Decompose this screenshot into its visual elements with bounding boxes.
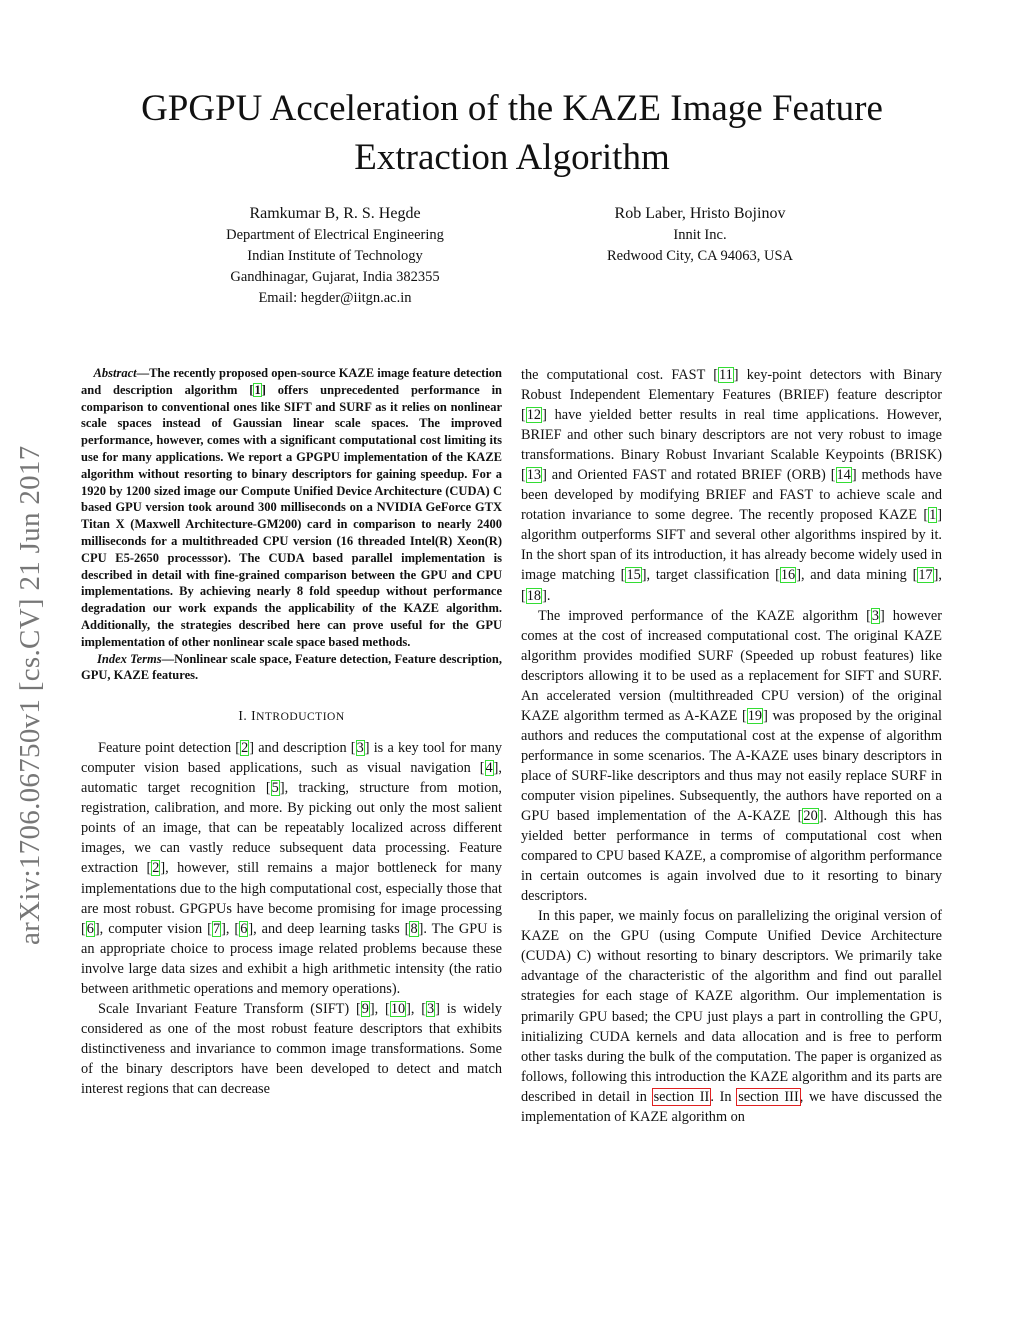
citation-link[interactable]: 16 bbox=[780, 567, 796, 584]
citation-link[interactable]: 2 bbox=[152, 860, 160, 877]
citation-link[interactable]: 19 bbox=[747, 707, 763, 724]
citation-link[interactable]: 3 bbox=[427, 1000, 435, 1017]
right-column bbox=[521, 365, 942, 1127]
paragraph: In this paper, we mainly focus on parallelizing the original version of KAZE on the GPU (using Compute Unified Device Architecture (CUDA) C) without resorting to binary descriptors. We primarily take advantage of the characteristic of the algorithm and find out parallel strategies for each stage of KAZE algorithm. Our implementation is primarily GPU based; the CPU just plays a part in controlling the GPU, initializing CUDA kernels and data allocation and is free to perform other tasks during the bulk of the computation. The paper is organized as follows, following this introduction the KAZE algorithm and its parts are described in detail in section II. In section III, we have discussed the implementation of KAZE algorithm on bbox=[521, 908, 943, 1125]
index-terms: Index Terms—Nonlinear scale space, Feature detection, Feature description, GPU, KAZE features. bbox=[81, 651, 503, 683]
author-names: Rob Laber, Hristo Bojinov bbox=[614, 205, 786, 222]
paper-title: GPGPU Acceleration of the KAZE Image Feature Extraction Algorithm bbox=[141, 88, 883, 178]
citation-link[interactable]: 6 bbox=[240, 920, 248, 937]
author-names: Ramkumar B, R. S. Hegde bbox=[249, 205, 421, 222]
citation-link[interactable]: 3 bbox=[871, 607, 880, 624]
arxiv-identifier: arXiv:1706.06750v1 [cs.CV] 21 Jun 2017 bbox=[14, 445, 46, 945]
section-link[interactable]: section II bbox=[653, 1088, 710, 1105]
paragraph: Scale Invariant Feature Transform (SIFT) [9], [10], [3] is widely considered as one of the most robust feature descriptors that exhibits distinctiveness and invariance to common image transformations. Some of the binary descriptors have been developed to detect and match interest regions that can decrease bbox=[81, 1000, 502, 1097]
author-department: Department of Electrical Engineering bbox=[226, 227, 444, 243]
citation-link[interactable]: 18 bbox=[526, 587, 542, 604]
section-link[interactable]: section III bbox=[738, 1088, 799, 1105]
paragraph: Feature point detection [2] and description [3] is a key tool for many computer vision based applications, such as visual navigation [4], automatic target recognition [5], tracking, structure from motion, registration, calibration, and more. By picking out only the most salient points of an image, that can be repeatably localized across different images, we can vastly reduce subsequent data processing. Feature extraction [2], however, still remains a major bottleneck for many implementations due to the high computational cost, especially those that are most robust. GPGPUs have become promising for image processing [6], computer vision [7], [6], and deep learning tasks [8]. The GPU is an appropriate choice to process image related problems because these involve large data sizes and exhibit a high arithmetic intensity (the ratio between arithmetic operations and memory operations). bbox=[81, 740, 503, 997]
citation-link[interactable]: 14 bbox=[836, 467, 851, 484]
citation-link[interactable]: 8 bbox=[410, 920, 418, 937]
citation-link[interactable]: 3 bbox=[356, 740, 364, 757]
citation-link[interactable]: 10 bbox=[390, 1000, 406, 1017]
abstract: Abstract—The recently proposed open-source KAZE image feature detection and description algorithm [1] offers unprecedented performance in comparison to conventional ones like SIFT and SURF as it relies on nonlinear scale spaces instead of Gaussian linear scale spaces. The improved performance, however, comes with a significant computational cost limiting its use for many applications. We report a GPGPU implementation of the KAZE algorithm without resorting to binary descriptors for gaining speedup. For a 1920 by 1200 sized image our Compute Unified Device Architecture (CUDA) C based GPU version took around 300 milliseconds on a NVIDIA GeForce GTX Titan X (Maxwell Architecture-GM200) card in comparison to nearly 2400 milliseconds for a multithreaded CPU version (16 threaded Intel(R) Xeon(R) CPU E5-2650 processsor). The CUDA based parallel implementation is described in detail with fine-grained comparison between the GPU and CPU implementations. By achieving nearly 8 fold speedup without performance degradation our work expands the applicability of the KAZE algorithm. Additionally, the strategies described here can prove useful for the GPU implementation of other nonlinear scale space based methods. bbox=[81, 366, 502, 649]
author-block-left bbox=[180, 203, 490, 309]
citation-link[interactable]: 1 bbox=[254, 382, 261, 397]
citation-link[interactable]: 2 bbox=[241, 740, 249, 757]
citation-link[interactable]: 6 bbox=[86, 920, 94, 937]
author-email: Email: hegder@iitgn.ac.in bbox=[258, 290, 412, 306]
paragraph: The improved performance of the KAZE algorithm [3] however comes at the cost of increased computational cost. The original KAZE algorithm provides modified SURF (Speeded up robust features) like descriptors allowing it to be used as a replacement for SIFT and SURF. An accelerated version (multithreaded CPU version) of the original KAZE algorithm termed as A-KAZE [19] was proposed by the original authors and reduces the computational cost at the expense of algorithm performance in some scenarios. The A-KAZE uses binary descriptors in place of SURF-like descriptors and thus may not easily replace SURF in computer vision pipelines. Subsequently, the authors have reported on a GPU based implementation of the A-KAZE [20]. Although this has yielded better performance in terms of computational cost when compared to CPU based KAZE, a compromise of algorithm performance in certain outcomes is again involved due to it resorting to binary descriptors. bbox=[521, 607, 943, 905]
section-heading-introduction: I. INTRODUCTION bbox=[238, 708, 345, 724]
citation-link[interactable]: 1 bbox=[929, 507, 937, 524]
author-institution: Innit Inc. bbox=[673, 227, 727, 243]
author-address: Redwood City, CA 94063, USA bbox=[607, 248, 793, 264]
index-terms-label: Index Terms bbox=[97, 651, 162, 666]
citation-link[interactable]: 4 bbox=[485, 760, 493, 777]
author-address: Gandhinagar, Gujarat, India 382355 bbox=[230, 269, 440, 285]
citation-link[interactable]: 9 bbox=[361, 1000, 369, 1017]
paragraph: the computational cost. FAST [11] key-point detectors with Binary Robust Independent Elementary Features (BRIEF) feature descriptor [12] have yielded better results in real time applications. However, BRIEF and other such binary descriptors are not very robust to image transformations. Binary Robust Invariant Scalable Keypoints (BRISK) [13] and Oriented FAST and rotated BRIEF (ORB) [14] methods have been developed by modifying BRIEF and FAST to achieve scale and rotation invariance to some degree. The recently proposed KAZE [1] algorithm outperforms SIFT and several other algorithms inspired by it. In the short span of its introduction, it has already become widely used in image matching [15], target classification [16], and data mining [17], [18]. bbox=[521, 367, 942, 604]
citation-link[interactable]: 17 bbox=[918, 567, 933, 584]
citation-link[interactable]: 11 bbox=[719, 367, 733, 383]
left-column bbox=[81, 365, 502, 1099]
citation-link[interactable]: 13 bbox=[526, 467, 542, 484]
citation-link[interactable]: 5 bbox=[271, 780, 279, 797]
abstract-label: Abstract bbox=[93, 366, 137, 380]
citation-link[interactable]: 7 bbox=[212, 920, 221, 937]
author-block-right bbox=[560, 203, 840, 267]
citation-link[interactable]: 15 bbox=[626, 567, 641, 584]
citation-link[interactable]: 12 bbox=[526, 407, 542, 424]
citation-link[interactable]: 20 bbox=[803, 808, 818, 825]
author-institution: Indian Institute of Technology bbox=[247, 248, 423, 264]
